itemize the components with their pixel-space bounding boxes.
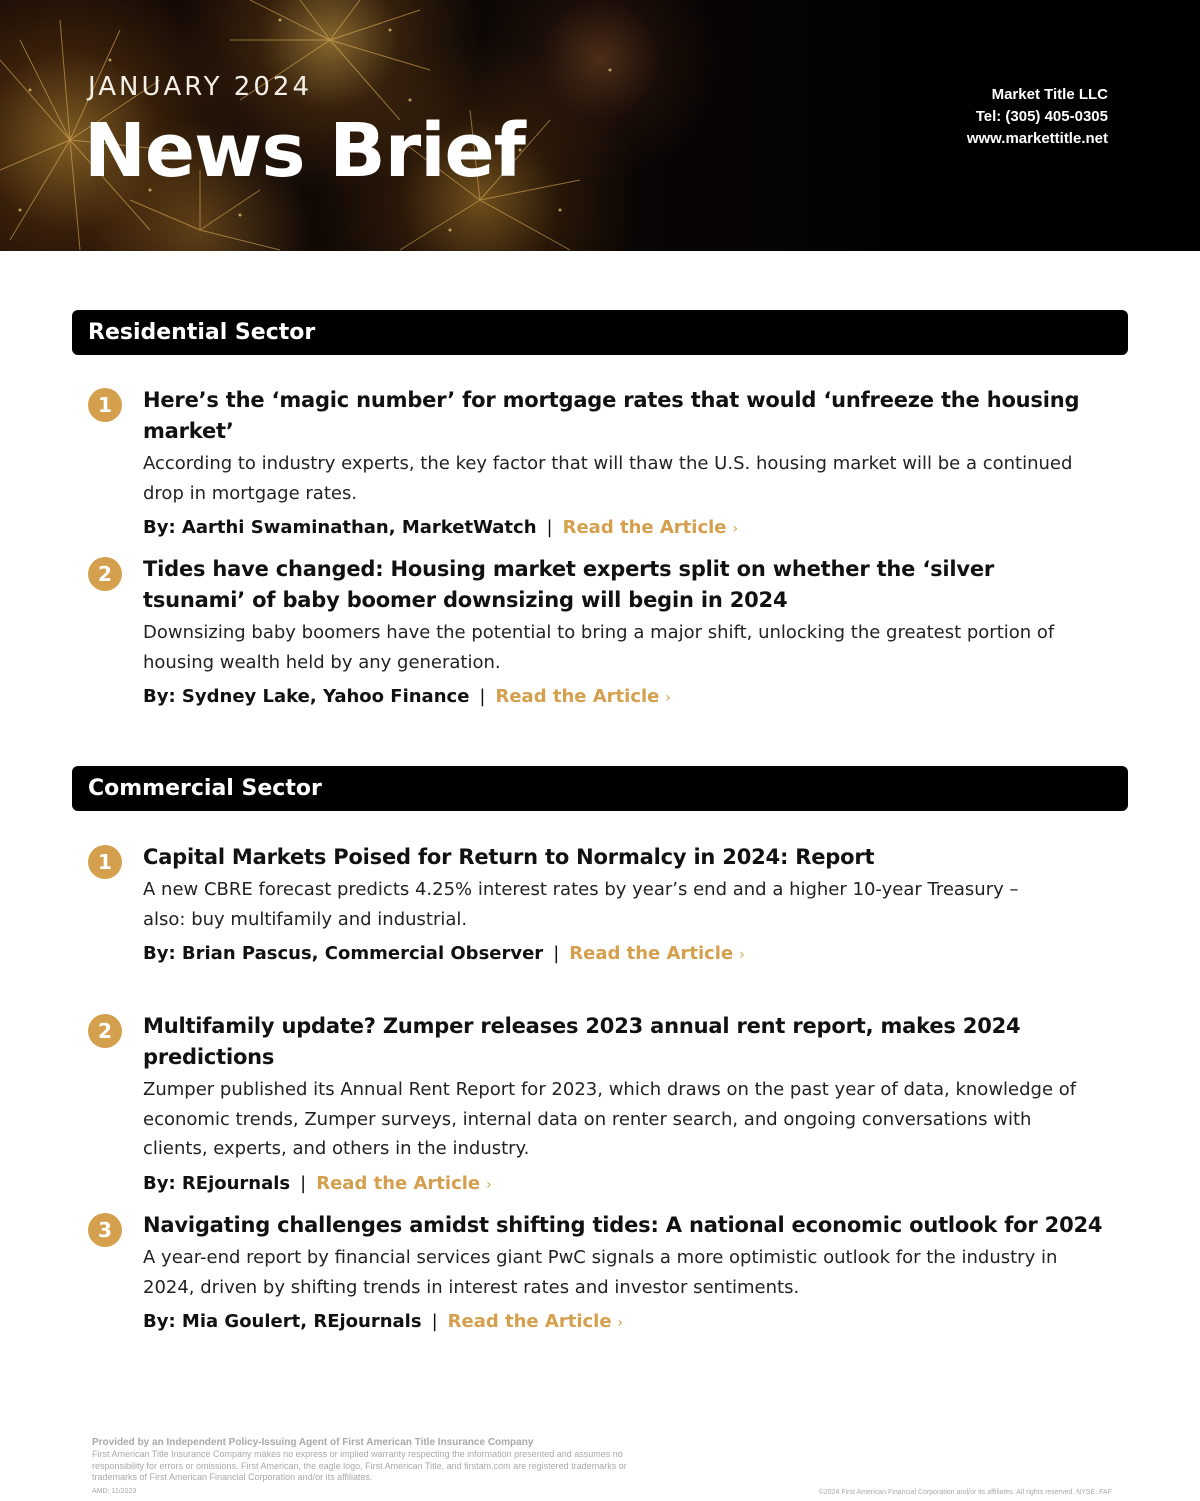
read-article-link[interactable]: Read the Article	[562, 517, 727, 538]
chevron-right-icon: ›	[732, 521, 739, 537]
read-article-link[interactable]: Read the Article	[447, 1311, 612, 1332]
article-byline	[143, 941, 1118, 968]
article-number-badge: 1	[88, 388, 122, 422]
article-title: Navigating challenges amidst shifting tides: A national economic outlook for 2024	[143, 1213, 1103, 1237]
article-title: Multifamily update? Zumper releases 2023 annual rent report, makes 2024 predictions	[143, 1014, 1021, 1069]
article-commercial-1	[88, 842, 1118, 968]
article-title: Tides have changed: Housing market experts split on whether the ‘silver tsunami’ of baby boomer downsizing will begin in 2024	[143, 557, 995, 612]
article-title: Capital Markets Poised for Return to Normalcy in 2024: Report	[143, 845, 875, 869]
chevron-right-icon: ›	[486, 1176, 492, 1193]
article-residential-1	[88, 385, 1118, 542]
article-byline	[143, 1171, 1118, 1198]
section-bar-residential: Residential Sector	[72, 310, 1128, 355]
article-byline	[143, 515, 1118, 542]
byline-separator: |	[479, 686, 486, 707]
article-summary: Downsizing baby boomers have the potential to bring a major shift, unlocking the greatest portion of housing wealth held by any generation.	[143, 622, 1055, 673]
byline-author: By: Brian Pascus, Commercial Observer	[143, 943, 544, 964]
footer-copyright: ©2024 First American Financial Corporation and/or its affiliates. All rights reserved. NYSE: FAF	[818, 1489, 1112, 1496]
company-name: Market Title LLC	[991, 86, 1108, 103]
header-banner	[0, 0, 1200, 251]
byline-author: By: REjournals	[143, 1172, 291, 1194]
article-commercial-2	[88, 1011, 1118, 1198]
chevron-right-icon: ›	[665, 690, 671, 706]
byline-author: By: Aarthi Swaminathan, MarketWatch	[143, 517, 537, 538]
byline-separator: |	[553, 943, 560, 964]
article-byline	[143, 1309, 1118, 1336]
article-commercial-3	[88, 1210, 1118, 1336]
byline-separator: |	[431, 1311, 438, 1332]
chevron-right-icon: ›	[739, 947, 745, 963]
byline-author: By: Mia Goulert, REjournals	[143, 1311, 422, 1332]
newsletter-title: News Brief	[84, 108, 525, 194]
phone-number: Tel: (305) 405-0305	[975, 108, 1108, 125]
footer-agent-statement: Provided by an Independent Policy-Issuing Agent of First American Title Insurance Company	[92, 1437, 534, 1448]
article-number-badge: 2	[88, 1014, 122, 1048]
footer-disclaimer	[92, 1437, 662, 1497]
byline-separator: |	[300, 1172, 307, 1194]
section-bar-commercial: Commercial Sector	[72, 766, 1128, 811]
footer-code: AMD: 11/2023	[92, 1487, 137, 1495]
read-article-link[interactable]: Read the Article	[316, 1172, 481, 1194]
byline-author: By: Sydney Lake, Yahoo Finance	[143, 686, 470, 707]
article-number-badge: 3	[88, 1213, 122, 1247]
article-summary: A year-end report by financial services giant PwC signals a more optimistic outlook for the industry in 2024, driven by shifting trends in interest rates and investor sentiments.	[143, 1247, 1058, 1298]
article-summary: A new CBRE forecast predicts 4.25% interest rates by year’s end and a higher 10-year Treasury – also: buy multifamily and industrial.	[143, 879, 1019, 930]
byline-separator: |	[546, 517, 553, 538]
read-article-link[interactable]: Read the Article	[569, 943, 734, 964]
article-number-badge: 2	[88, 557, 122, 591]
website-link[interactable]: www.markettitle.net	[966, 130, 1108, 147]
article-residential-2	[88, 554, 1118, 711]
article-title: Here’s the ‘magic number’ for mortgage rates that would ‘unfreeze the housing market’	[143, 388, 1080, 443]
article-byline	[143, 684, 1118, 711]
article-summary: According to industry experts, the key factor that will thaw the U.S. housing market will be a continued drop in mortgage rates.	[143, 453, 1073, 504]
article-number-badge: 1	[88, 845, 122, 879]
read-article-link[interactable]: Read the Article	[495, 686, 660, 707]
issue-date: JANUARY 2024	[88, 72, 312, 102]
article-summary: Zumper published its Annual Rent Report for 2023, which draws on the past year of data, knowledge of economic trends, Zumper surveys, internal data on renter search, and ongoing conversations with clients, experts, and others in the industry.	[143, 1079, 1077, 1159]
footer-legal-text: First American Title Insurance Company makes no express or implied warranty respecting the information presented and assumes no responsibility for errors or omissions. First American, the eagle logo, First American Title, and firstam.com are registered trademarks or trademarks of First American Financial Corporation and/or its affiliates.	[92, 1449, 627, 1482]
contact-block	[967, 84, 1108, 150]
chevron-right-icon: ›	[617, 1315, 624, 1331]
